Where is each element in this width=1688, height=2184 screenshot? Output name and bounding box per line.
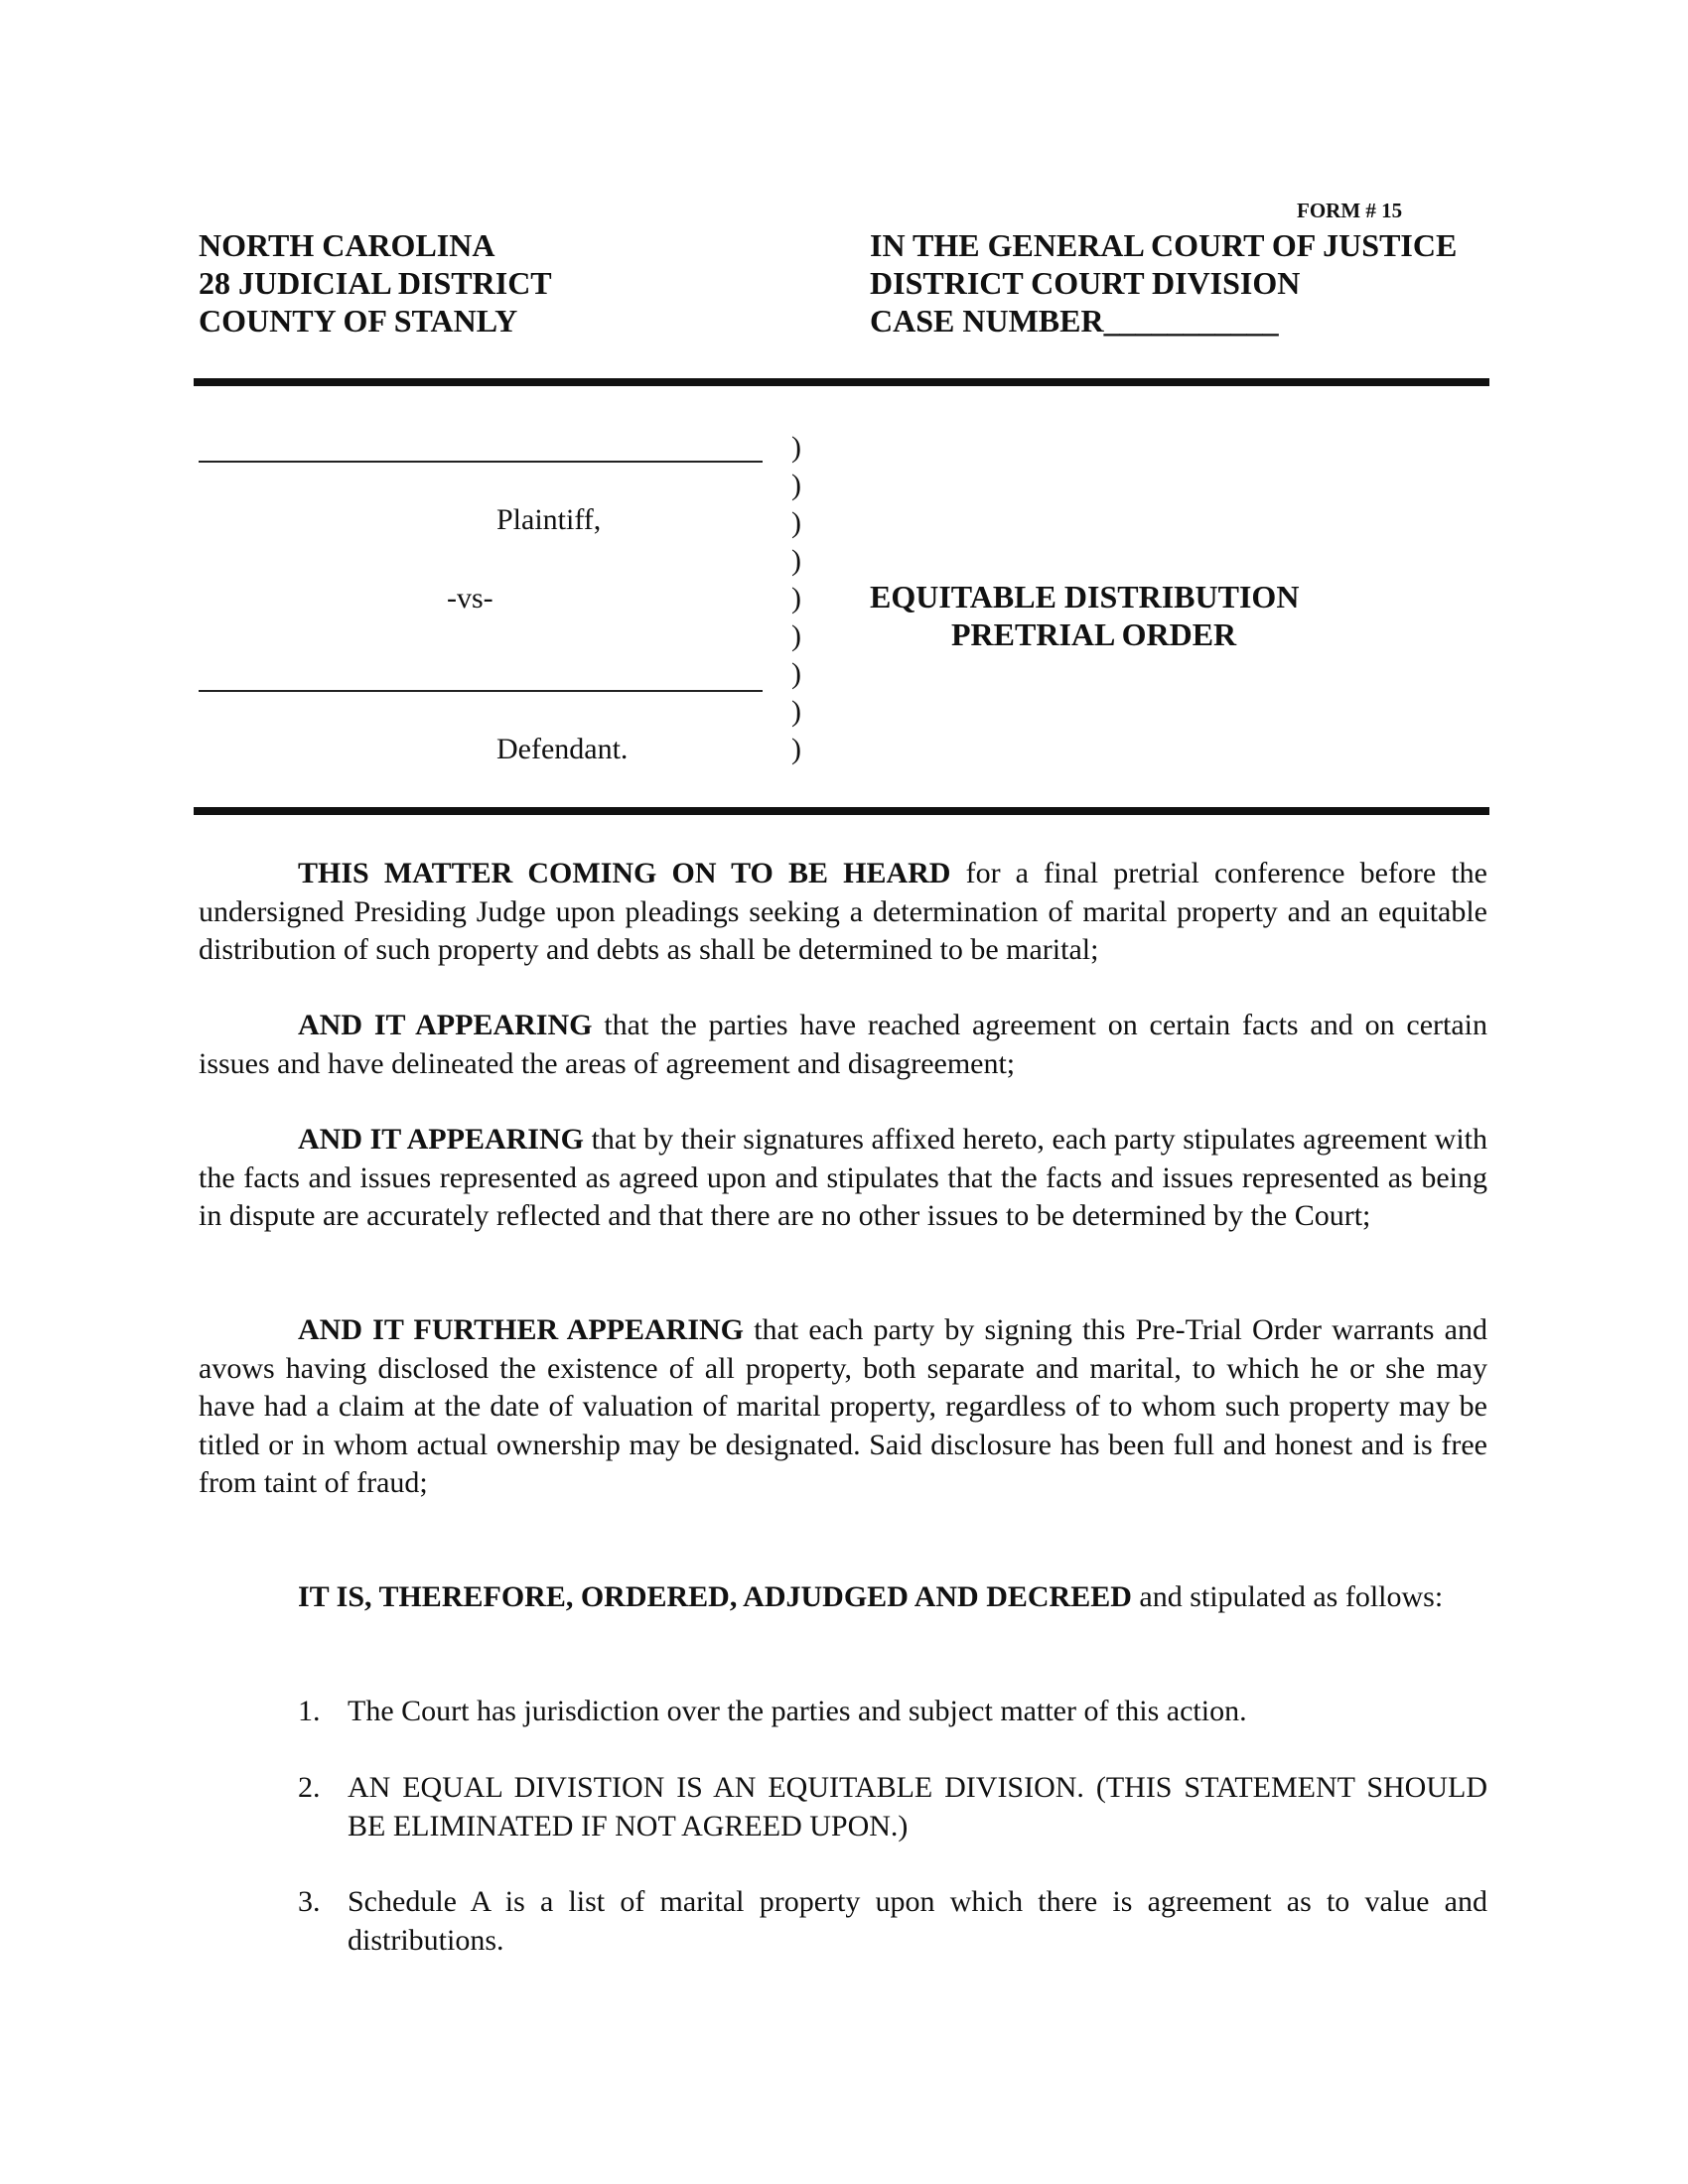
recital-3-lead: AND IT APPEARING <box>298 1123 584 1156</box>
document-title <box>870 578 1299 653</box>
defendant-name-line[interactable] <box>199 690 763 692</box>
decree-lead: IT IS, THEREFORE, ORDERED, ADJUDGED AND DECREED <box>298 1580 1132 1613</box>
order-item-3-text: Schedule A is a list of marital property upon which there is agreement as to value and distributions. <box>348 1885 1487 1957</box>
order-item-1 <box>298 1693 1487 1731</box>
order-item-1-text: The Court has jurisdiction over the parties and subject matter of this action. <box>348 1695 1247 1727</box>
order-item-3-number: 3. <box>298 1885 321 1918</box>
judicial-district: 28 JUDICIAL DISTRICT <box>199 265 552 301</box>
court-header-right <box>870 226 1457 340</box>
plaintiff-label: Plaintiff, <box>496 503 602 536</box>
decree-text: and stipulated as follows: <box>1131 1580 1444 1613</box>
recital-1-lead: THIS MATTER COMING ON TO BE HEARD <box>298 857 951 889</box>
order-item-2-number: 2. <box>298 1771 321 1804</box>
header-rule-bottom <box>194 807 1489 815</box>
county-name: COUNTY OF STANLY <box>199 303 518 339</box>
recital-paragraph-1 <box>199 855 1487 970</box>
order-item-2 <box>298 1769 1487 1845</box>
header-rule-top <box>194 378 1489 386</box>
recital-4-text: that each party by signing this Pre-Trial Order warrants and avows having disclosed the existence of all property, both separate and marital, to which he or she may have had a claim at the date of valuation of marital property, regardless of to whom such property may be titled or in whom actual ownership may be designated. Said disclosure has been full and honest and is free from taint of fraud; <box>199 1313 1487 1499</box>
recital-3-text: that by their signatures affixed hereto, each party stipulates agreement with the facts and issues represented as agreed upon and stipulates that the facts and issues represented as being in dispute are accurately reflected and that there are no other issues to be determined by the Court; <box>199 1123 1487 1232</box>
order-item-2-text: AN EQUAL DIVISTION IS AN EQUITABLE DIVISION. (THIS STATEMENT SHOULD BE ELIMINATED IF NOT AGREED UPON.) <box>348 1771 1487 1843</box>
plaintiff-name-line[interactable] <box>199 461 763 463</box>
case-number-field[interactable]: CASE NUMBER___________ <box>870 303 1279 339</box>
document-title-line1: EQUITABLE DISTRIBUTION <box>870 579 1300 614</box>
form-number: FORM # 15 <box>1297 199 1403 222</box>
order-item-1-number: 1. <box>298 1695 321 1727</box>
court-name: IN THE GENERAL COURT OF JUSTICE <box>870 227 1458 263</box>
recital-2-lead: AND IT APPEARING <box>298 1009 593 1041</box>
recital-paragraph-3 <box>199 1121 1487 1236</box>
recital-2-text: that the parties have reached agreement on certain facts and on certain issues and have delineated the areas of agreement and disagreement; <box>199 1009 1488 1080</box>
versus-label: -vs- <box>447 582 493 614</box>
court-division: DISTRICT COURT DIVISION <box>870 265 1301 301</box>
order-item-3 <box>298 1883 1487 1960</box>
caption-paren-column: ) ) ) ) ) ) ) ) ) <box>791 431 801 765</box>
recital-paragraph-2 <box>199 1007 1487 1083</box>
state-name: NORTH CAROLINA <box>199 227 495 263</box>
recital-paragraph-4 <box>199 1311 1487 1503</box>
document-title-line2: PRETRIAL ORDER <box>951 616 1237 652</box>
defendant-label: Defendant. <box>496 733 629 765</box>
court-header-left <box>199 226 552 340</box>
decree-paragraph <box>199 1578 1487 1617</box>
recital-1-text: for a final pretrial conference before the undersigned Presiding Judge upon pleadings seeking a determination of marital property and an equitable distribution of such property and debts as shall be determined to be marital; <box>199 857 1487 966</box>
recital-4-lead: AND IT FURTHER APPEARING <box>298 1313 745 1346</box>
